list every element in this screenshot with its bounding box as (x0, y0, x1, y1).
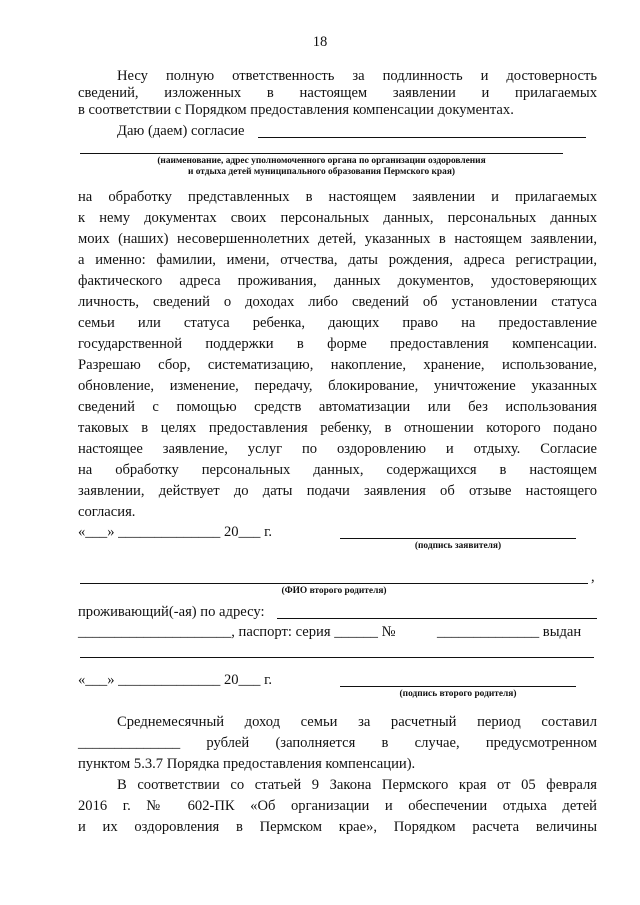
consent-label: Даю (даем) согласие (117, 123, 245, 139)
consent-body-line: на обработку представленных в настоящем заявлении и прилагаемых (78, 189, 597, 205)
responsibility-line-2: сведений, изложенных в настоящем заявлении и прилагаемых (78, 85, 597, 101)
consent-body-line: настоящее заявление, услуг по оздоровлению и отдыху. Согласие (78, 441, 597, 457)
second-parent-signature-caption: (подпись второго родителя) (399, 689, 517, 699)
consent-body-line: семьи или статуса ребенка, дающих право на предоставление (78, 315, 597, 331)
org-caption-line-2: и отдыха детей муниципального образования Пермского края) (187, 167, 456, 177)
applicant-signature-caption: (подпись заявителя) (414, 541, 502, 551)
second-parent-date-field[interactable]: «___» ______________ 20___ г. (78, 672, 273, 688)
consent-body-line: на обработку персональных данных, содержащихся в настоящем (78, 462, 597, 478)
consent-org-blank-2[interactable] (80, 153, 563, 154)
comma: , (591, 569, 595, 585)
income-line-3: пунктом 5.3.7 Порядка предоставления компенсации). (78, 756, 416, 772)
income-line-1: Среднемесячный доход семьи за расчетный период составил (117, 714, 597, 730)
second-parent-caption: (ФИО второго родителя) (281, 586, 387, 596)
consent-body-line: а именно: фамилии, имени, отчества, даты рождения, адреса регистрации, (78, 252, 597, 268)
address-label: проживающий(-ая) по адресу: (78, 604, 265, 620)
second-parent-name-field[interactable] (80, 583, 588, 584)
consent-body-line: обновление, изменение, передачу, блокирование, уничтожение указанных (78, 378, 597, 394)
income-line-2[interactable]: ______________ рублей (заполняется в случае, предусмотренном (78, 735, 597, 751)
second-parent-signature-field[interactable] (340, 686, 576, 687)
responsibility-line-1: Несу полную ответственность за подлинность и достоверность (117, 68, 597, 84)
applicant-date-field[interactable]: «___» ______________ 20___ г. (78, 524, 273, 540)
consent-body-line: таковых в целях предоставления ребенку, в отношении которого подано (78, 420, 597, 436)
consent-body-line: фактического адреса проживания, данных документов, удостоверяющих (78, 273, 597, 289)
law-line-1: В соответствии со статьей 9 Закона Пермского края от 05 февраля (117, 777, 597, 793)
consent-body-line: заявлении, действует до даты подачи заявления об отзыве настоящего (78, 483, 597, 499)
applicant-signature-field[interactable] (340, 538, 576, 539)
passport-line-right[interactable]: ______________ выдан (437, 624, 582, 640)
law-line-3: и их оздоровления в Пермском крае», Порядком расчета величины (78, 819, 597, 835)
consent-body-line: сведений с помощью средств автоматизации или без использования (78, 399, 597, 415)
org-caption-line-1: (наименование, адрес уполномоченного органа по организации оздоровления (157, 156, 486, 166)
consent-body-last: согласия. (78, 504, 136, 520)
consent-body-line: к нему документах своих персональных данных, персональных данных (78, 210, 597, 226)
consent-body-line: моих (наших) несовершеннолетних детей, указанных в настоящем заявлении, (78, 231, 597, 247)
page-number: 18 (312, 34, 328, 50)
consent-body-line: Разрешаю сбор, систематизацию, накопление, хранение, использование, (78, 357, 597, 373)
consent-body-line: личность, сведений о доходах либо сведений об установлении статуса (78, 294, 597, 310)
law-line-2: 2016 г. № 602-ПК «Об организации и обеспечении отдыха детей (78, 798, 597, 814)
passport-line-left[interactable]: _____________________, паспорт: серия ______ № (78, 624, 396, 640)
address-field[interactable] (277, 618, 597, 619)
passport-issued-field[interactable] (80, 657, 594, 658)
consent-org-blank[interactable] (258, 137, 586, 138)
responsibility-line-3: в соответствии с Порядком предоставления компенсации документах. (78, 102, 514, 118)
consent-body-line: государственной поддержки в форме предоставления компенсации. (78, 336, 597, 352)
